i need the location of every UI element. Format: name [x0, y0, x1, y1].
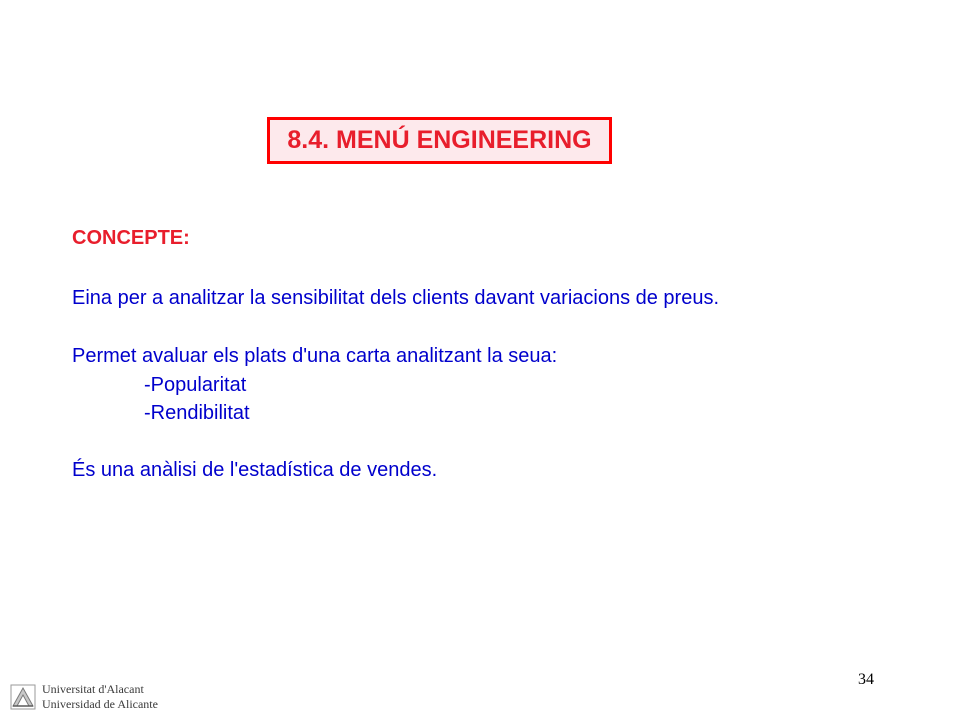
- list-item-popularity: -Popularitat: [144, 374, 247, 396]
- university-logo-icon: [10, 684, 36, 710]
- page-number: 34: [858, 671, 874, 688]
- paragraph-evaluate: Permet avaluar els plats d'una carta analitzant la seua:: [72, 345, 558, 367]
- list-item-profitability: -Rendibilitat: [144, 402, 250, 424]
- logo-line-catalan: Universitat d'Alacant: [42, 682, 144, 696]
- concept-heading: CONCEPTE:: [72, 227, 190, 249]
- logo-text: [42, 682, 158, 712]
- logo-line-spanish: Universidad de Alicante: [42, 697, 158, 711]
- paragraph-statistics: És una anàlisi de l'estadística de vendes.: [72, 459, 438, 481]
- slide-title: 8.4. MENÚ ENGINEERING: [287, 126, 592, 154]
- university-logo: [10, 680, 158, 714]
- paragraph-definition: Eina per a analitzar la sensibilitat dels clients davant variacions de preus.: [72, 287, 720, 309]
- slide-title-box: [267, 117, 612, 164]
